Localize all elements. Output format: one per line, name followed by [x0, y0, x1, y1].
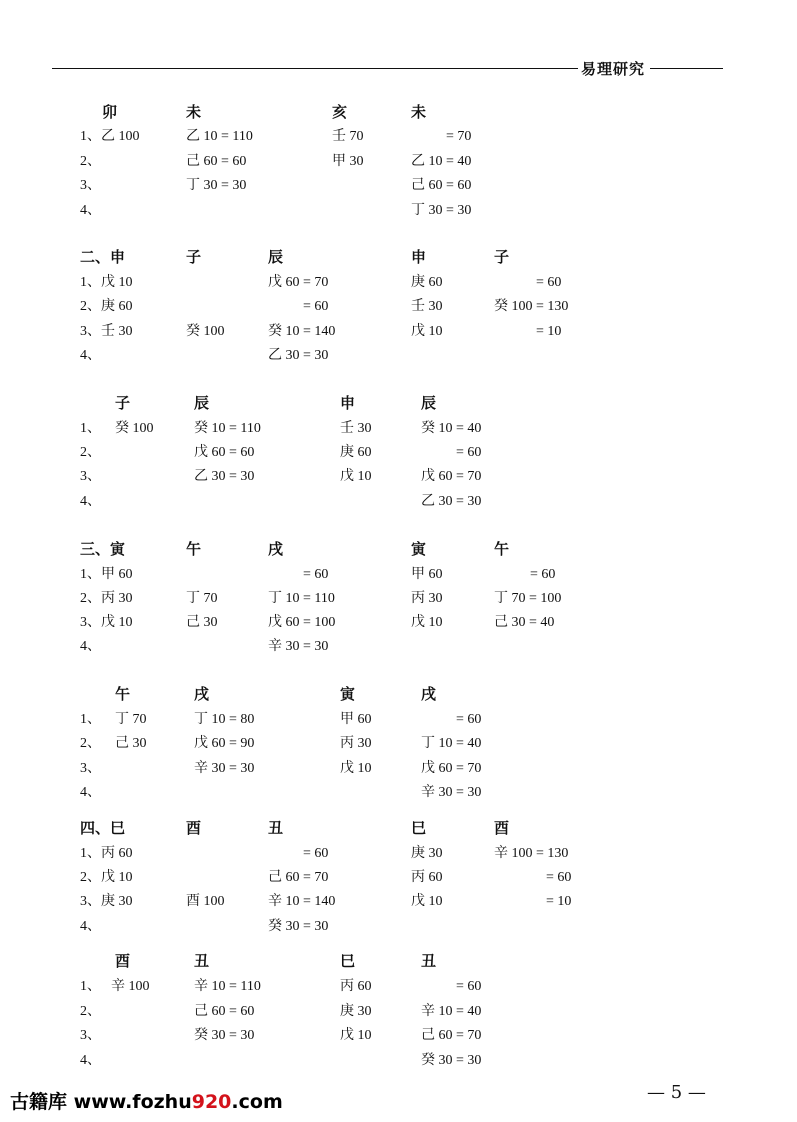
footer-site-url-b: 920 [191, 1091, 232, 1113]
s6-row3-col3: 辛 10 = 140 [268, 894, 336, 909]
s5-row1-col1: 丁 70 [115, 712, 147, 727]
s2-row1-col1: 1、戊 10 [80, 275, 133, 290]
s2-header-shen-2: 申 [411, 250, 427, 266]
s1-header-wei-2: 未 [411, 105, 427, 121]
s7-header-chou: 丑 [194, 954, 210, 970]
s6-header-chou: 丑 [268, 821, 284, 837]
s5-row1-col4: = 60 [456, 712, 482, 727]
s2-row3-col5: = 10 [536, 324, 562, 339]
s5-row1-index: 1、 [80, 712, 101, 727]
s7-row3-col3: 戊 10 [340, 1028, 372, 1043]
s6-row3-col2: 酉 100 [186, 894, 225, 909]
s7-row3-col2: 癸 30 = 30 [194, 1028, 255, 1043]
header-rule-left [52, 68, 578, 69]
s3-row2-col4: = 60 [456, 445, 482, 460]
s6-row1-col4: 庚 30 [411, 846, 443, 861]
s4-header-xu: 戌 [268, 542, 284, 558]
s4-row3-col3: 戊 60 = 100 [268, 615, 336, 630]
s6-row1-col1: 1、丙 60 [80, 846, 133, 861]
s1-row2-col3: 甲 30 [332, 154, 364, 169]
s7-row4-index: 4、 [80, 1053, 101, 1068]
s2-row3-col4: 戊 10 [411, 324, 443, 339]
footer-site-name: 古籍库 [10, 1091, 68, 1113]
s2-header-zi-2: 子 [494, 250, 510, 266]
s6-row1-col3: = 60 [303, 846, 329, 861]
s5-row2-col4: 丁 10 = 40 [421, 736, 482, 751]
s6-header-si-2: 巳 [411, 821, 427, 837]
s4-row1-col4: 甲 60 [411, 567, 443, 582]
s6-header-you-2: 酉 [494, 821, 510, 837]
s6-row2-col1: 2、戊 10 [80, 870, 133, 885]
s4-row1-col3: = 60 [303, 567, 329, 582]
s4-row4-col3: 辛 30 = 30 [268, 639, 329, 654]
s7-row1-col4: = 60 [456, 979, 482, 994]
s2-row1-col4: 庚 60 [411, 275, 443, 290]
s4-row3-col2: 己 30 [186, 615, 218, 630]
s4-row3-col5: 己 30 = 40 [494, 615, 555, 630]
s6-row2-col5: = 60 [546, 870, 572, 885]
header-rule-right [650, 68, 723, 69]
s3-row3-col2: 乙 30 = 30 [194, 469, 255, 484]
s1-header-mao: 卯 [102, 105, 118, 121]
s3-row1-col3: 壬 30 [340, 421, 372, 436]
s4-row2-col3: 丁 10 = 110 [268, 591, 335, 606]
s5-row4-col4: 辛 30 = 30 [421, 785, 482, 800]
s1-header-wei: 未 [186, 105, 202, 121]
s7-header-you: 酉 [115, 954, 131, 970]
s1-row3-col4: 己 60 = 60 [411, 178, 472, 193]
s4-row2-col4: 丙 30 [411, 591, 443, 606]
s6-row3-col5: = 10 [546, 894, 572, 909]
s4-row2-col1: 2、丙 30 [80, 591, 133, 606]
s6-header-si: 四、巳 [80, 821, 126, 837]
s3-row3-col3: 戊 10 [340, 469, 372, 484]
s6-header-you: 酉 [186, 821, 202, 837]
footer-site-url-c: .com [231, 1091, 283, 1113]
s4-header-yin-2: 寅 [411, 542, 427, 558]
s3-header-chen-2: 辰 [421, 396, 437, 412]
s1-row3-col1: 3、 [80, 178, 101, 193]
s5-row3-col2: 辛 30 = 30 [194, 761, 255, 776]
running-header-title: 易理研究 [578, 58, 648, 79]
s6-row4-col3: 癸 30 = 30 [268, 919, 329, 934]
s7-header-si: 巳 [340, 954, 356, 970]
s7-row2-index: 2、 [80, 1004, 101, 1019]
s3-header-zi: 子 [115, 396, 131, 412]
s2-row2-col5: 癸 100 = 130 [494, 299, 569, 314]
s5-row3-col3: 戊 10 [340, 761, 372, 776]
footer-watermark [10, 1087, 283, 1114]
s2-row3-col2: 癸 100 [186, 324, 225, 339]
page-number: — 5 — [647, 1082, 706, 1103]
s2-header-zi: 子 [186, 250, 202, 266]
s6-row2-col3: 己 60 = 70 [268, 870, 329, 885]
s5-row2-col1: 己 30 [115, 736, 147, 751]
s1-row1-col4: = 70 [446, 129, 472, 144]
s3-row1-col4: 癸 10 = 40 [421, 421, 482, 436]
s7-row2-col2: 己 60 = 60 [194, 1004, 255, 1019]
s3-row1-col1: 癸 100 [115, 421, 154, 436]
s6-row4-col1: 4、 [80, 919, 101, 934]
s7-row1-col2: 辛 10 = 110 [194, 979, 261, 994]
s7-row1-index: 1、 [80, 979, 101, 994]
s7-row2-col3: 庚 30 [340, 1004, 372, 1019]
s3-row4-index: 4、 [80, 494, 101, 509]
s1-row2-col4: 乙 10 = 40 [411, 154, 472, 169]
s3-row4-col4: 乙 30 = 30 [421, 494, 482, 509]
s6-row3-col1: 3、庚 30 [80, 894, 133, 909]
s7-row2-col4: 辛 10 = 40 [421, 1004, 482, 1019]
s1-row3-col2: 丁 30 = 30 [186, 178, 247, 193]
s4-row4-col1: 4、 [80, 639, 101, 654]
s3-row2-col2: 戊 60 = 60 [194, 445, 255, 460]
s4-header-wu: 午 [186, 542, 202, 558]
s3-row1-col2: 癸 10 = 110 [194, 421, 261, 436]
s4-row2-col5: 丁 70 = 100 [494, 591, 562, 606]
s5-header-wu: 午 [115, 687, 131, 703]
s6-row2-col4: 丙 60 [411, 870, 443, 885]
s4-header-wu-2: 午 [494, 542, 510, 558]
s4-row3-col4: 戊 10 [411, 615, 443, 630]
s3-row2-index: 2、 [80, 445, 101, 460]
s3-row3-index: 3、 [80, 469, 101, 484]
s1-row1-col3: 壬 70 [332, 129, 364, 144]
s5-row2-col2: 戊 60 = 90 [194, 736, 255, 751]
footer-site-url-a: www.fozhu [73, 1091, 192, 1113]
s4-row2-col2: 丁 70 [186, 591, 218, 606]
s2-header-chen: 辰 [268, 250, 284, 266]
s7-row1-col3: 丙 60 [340, 979, 372, 994]
s5-header-xu-2: 戌 [421, 687, 437, 703]
s3-header-chen: 辰 [194, 396, 210, 412]
s5-row2-col3: 丙 30 [340, 736, 372, 751]
s3-row1-index: 1、 [80, 421, 101, 436]
s2-header-shen: 二、申 [80, 250, 126, 266]
s7-row4-col4: 癸 30 = 30 [421, 1053, 482, 1068]
s7-row3-col4: 己 60 = 70 [421, 1028, 482, 1043]
s5-row2-index: 2、 [80, 736, 101, 751]
s2-row2-col4: 壬 30 [411, 299, 443, 314]
s7-row3-index: 3、 [80, 1028, 101, 1043]
s7-header-chou-2: 丑 [421, 954, 437, 970]
s2-row1-col3: 戊 60 = 70 [268, 275, 329, 290]
s2-row3-col1: 3、壬 30 [80, 324, 133, 339]
s1-row4-col4: 丁 30 = 30 [411, 203, 472, 218]
s5-row3-index: 3、 [80, 761, 101, 776]
s6-row1-col5: 辛 100 = 130 [494, 846, 569, 861]
s5-row3-col4: 戊 60 = 70 [421, 761, 482, 776]
s2-row2-col1: 2、庚 60 [80, 299, 133, 314]
s2-row4-col3: 乙 30 = 30 [268, 348, 329, 363]
s5-row4-index: 4、 [80, 785, 101, 800]
s2-row1-col5: = 60 [536, 275, 562, 290]
s4-row1-col5: = 60 [530, 567, 556, 582]
s7-row1-col1: 辛 100 [111, 979, 150, 994]
s1-row1-col2: 乙 10 = 110 [186, 129, 253, 144]
s5-header-yin: 寅 [340, 687, 356, 703]
s4-header-yin: 三、寅 [80, 542, 126, 558]
s6-row3-col4: 戊 10 [411, 894, 443, 909]
s3-header-shen: 申 [340, 396, 356, 412]
s2-row4-col1: 4、 [80, 348, 101, 363]
s5-row1-col3: 甲 60 [340, 712, 372, 727]
s5-row1-col2: 丁 10 = 80 [194, 712, 255, 727]
s1-row1-col1: 1、乙 100 [80, 129, 140, 144]
s1-row2-col1: 2、 [80, 154, 101, 169]
s3-row3-col4: 戊 60 = 70 [421, 469, 482, 484]
s5-header-xu: 戌 [194, 687, 210, 703]
s2-row3-col3: 癸 10 = 140 [268, 324, 336, 339]
s1-header-hai: 亥 [332, 105, 348, 121]
s4-row3-col1: 3、戊 10 [80, 615, 133, 630]
s3-row2-col3: 庚 60 [340, 445, 372, 460]
s1-row4-col1: 4、 [80, 203, 101, 218]
s2-row2-col3: = 60 [303, 299, 329, 314]
s1-row2-col2: 己 60 = 60 [186, 154, 247, 169]
s4-row1-col1: 1、甲 60 [80, 567, 133, 582]
